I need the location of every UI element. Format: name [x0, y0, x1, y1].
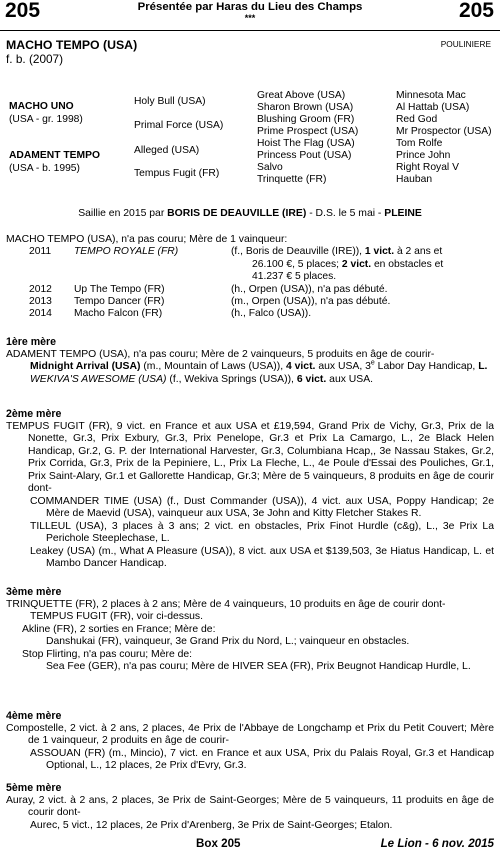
- header-stars: ***: [244, 13, 256, 23]
- second-dam-section: [6, 408, 494, 571]
- section-heading: 1ère mère: [6, 336, 57, 348]
- pedigree-gen2: Holy Bull (USA): [134, 96, 206, 107]
- pedigree-gen3: Great Above (USA): [257, 90, 346, 101]
- list-item: Sea Fee (GER), n'a pas couru; Mère de HIVER SEA (FR), Prix Beugnot Handicap Hurdle, L.: [46, 661, 471, 673]
- list-item: Aurec, 5 vict., 12 places, 2e Prix d'Arenberg, 3e Prix de Saint-Georges; Etalon.: [30, 819, 393, 831]
- fifth-dam-section: [6, 782, 494, 832]
- pedigree-gen4: Red God: [396, 114, 438, 125]
- pedigree-gen4: Right Royal V: [396, 162, 459, 173]
- pedigree-gen2: Tempus Fugit (FR): [134, 168, 220, 179]
- pedigree-gen4: Prince John: [396, 150, 451, 161]
- list-item: Akline (FR), 2 sorties en France; Mère de:: [22, 623, 216, 635]
- list-item: Danshukai (FR), vainqueur, 3e Grand Prix du Nord, L.; vainqueur en obstacles.: [46, 636, 410, 648]
- pedigree-gen2: Primal Force (USA): [134, 120, 224, 131]
- section-heading: 4ème mère: [6, 710, 62, 722]
- third-dam-summary: TRINQUETTE (FR), 2 places à 2 ans; Mère de 4 vainqueurs, 10 produits en âge de courir dont-: [6, 598, 446, 610]
- section-heading: 3ème mère: [6, 586, 62, 598]
- third-dam-section: [6, 586, 494, 674]
- horse-sex-year: f. b. (2007): [6, 52, 64, 66]
- table-row: 2013 Tempo Dancer (FR) (m., Orpen (USA)), n'a pas débuté.: [29, 295, 391, 307]
- pedigree-gen3: Hoist The Flag (USA): [257, 138, 355, 149]
- produce-table: [29, 246, 494, 320]
- pedigree-gen3: Princess Pout (USA): [257, 150, 352, 161]
- pedigree-gen3: Sharon Brown (USA): [257, 102, 354, 113]
- footer-box: Box 205: [196, 837, 241, 850]
- sire-detail: (USA - gr. 1998): [9, 114, 83, 125]
- list-item: COMMANDER TIME (USA) (f., Dust Commander (USA)), 4 vict. aux USA, Poppy Handicap; 2e Mère de Maevid (USA), vainqueur aux USA, 3e John and Kitty Fletcher Stakes R.: [30, 495, 494, 520]
- pedigree-gen4: Mr Prospector (USA): [396, 126, 492, 137]
- produce-record: [6, 234, 494, 321]
- pedigree-gen4: Hauban: [396, 174, 433, 185]
- fifth-dam-summary: Auray, 2 vict. à 2 ans, 2 places, 3e Prix de Saint-Georges; Mère de 5 vainqueurs, 11 produits en âge de courir dont-: [6, 794, 494, 819]
- section-heading: 2ème mère: [6, 408, 62, 420]
- list-item: Stop Flirting, n'a pas couru; Mère de:: [22, 648, 193, 660]
- consignor-title: Présentée par Haras du Lieu des Champs: [137, 1, 363, 13]
- horse-name: MACHO TEMPO (USA): [6, 38, 138, 52]
- list-item: Leakey (USA) (m., What A Pleasure (USA)), 8 vict. aux USA et $139,503, 3e Hiatus Handicap, L. et Mambo Dancer Handicap.: [30, 545, 494, 570]
- produce-intro: MACHO TEMPO (USA), n'a pas couru; Mère de 1 vainqueur:: [6, 234, 288, 245]
- pedigree-gen4: Minnesota Mac: [396, 90, 466, 101]
- dam-detail: (USA - b. 1995): [9, 163, 80, 174]
- dam-name: ADAMENT TEMPO: [9, 150, 100, 161]
- pedigree-gen4: Al Hattab (USA): [396, 102, 470, 113]
- second-dam-summary: TEMPUS FUGIT (FR), 9 vict. en France et aux USA et £19,594, Grand Prix de Vichy, Gr.3, Prix de la Nonette, Gr.3, Prix Exbury, Gr.3, Prix Penelope, Gr.3 et Prix La Camargo, L., 2e Black Helen Handicap, Gr.2, G. P. der International Harvester, Gr.3, Columbiana Hcap,, 3e Nassau Stakes, Gr.2, Prix Corrida, Gr.3, Prix de la Pepiniere, L., Prix La Fleche, L., 4e Poule d'Essai des Pouliches, Gr.1, Prix Saint-Alary, Gr.1 et Gallorette Handicap, Gr.3; Mère de 5 vainqueurs, 8 produits en âge de courir dont-: [6, 420, 494, 495]
- list-item: TILLEUL (USA), 3 places à 3 ans; 2 vict. en obstacles, Prix Finot Hurdle (c&g), L., 3e Prix La Perichole Steeplechase, L.: [30, 520, 494, 545]
- category-label: POULINIERE: [440, 39, 491, 49]
- lot-number-right: 205: [458, 0, 494, 22]
- section-heading: 5ème mère: [6, 782, 62, 794]
- first-dam-summary: ADAMENT TEMPO (USA), n'a pas couru; Mère de 2 vainqueurs, 5 produits en âge de courir-: [6, 348, 435, 360]
- footer-source: Le Lion - 6 nov. 2015: [380, 837, 494, 850]
- list-item: WEKIVA'S AWESOME (USA) (f., Wekiva Springs (USA)), 6 vict. aux USA.: [30, 373, 374, 385]
- pedigree-gen3: Prime Prospect (USA): [257, 126, 359, 137]
- pedigree-gen3: Blushing Groom (FR): [257, 114, 355, 125]
- pedigree-gen3: Salvo: [257, 162, 283, 173]
- list-item: ASSOUAN (FR) (m., Mincio), 7 vict. en France et aux USA, Prix du Palais Royal, Gr.3 et Handicap Optional, L., 12 places, 2e Prix d'Evry, Gr.3.: [30, 747, 494, 772]
- fourth-dam-summary: Compostelle, 2 vict. à 2 ans, 2 places, 4e Prix de l'Abbaye de Longchamp et Prix du Petit Couvert; Mère de 1 vainqueur, 2 produits en âge de courir-: [6, 722, 494, 747]
- table-row: 2012 Up The Tempo (FR) (h., Orpen (USA)), n'a pas débuté.: [29, 283, 388, 295]
- pedigree-gen3: Trinquette (FR): [257, 174, 327, 185]
- pedigree-gen2: Alleged (USA): [134, 145, 200, 156]
- covering-line: Saillie en 2015 par BORIS DE DEAUVILLE (IRE) - D.S. le 5 mai - PLEINE: [78, 208, 422, 219]
- lot-number-left: 205: [5, 0, 41, 22]
- list-item: Midnight Arrival (USA) (m., Mountain of Laws (USA)), 4 vict. aux USA, 3e Labor Day Handicap, L.: [30, 359, 488, 373]
- page-header: [0, 0, 500, 31]
- first-dam-section: [6, 336, 494, 386]
- pedigree-gen4: Tom Rolfe: [396, 138, 443, 149]
- sire-name: MACHO UNO: [9, 101, 74, 112]
- fourth-dam-section: [6, 710, 494, 773]
- list-item: TEMPUS FUGIT (FR), voir ci-dessus.: [30, 611, 203, 623]
- table-row: 2011 TEMPO ROYALE (FR) (f., Boris de Deauville (IRE)), 1 vict. à 2 ans et 26.100 €, 5 places; 2 vict. en obstacles et 41.237 € 5 places.: [29, 246, 444, 283]
- table-row: 2014 Macho Falcon (FR) (h., Falco (USA)).: [29, 308, 312, 320]
